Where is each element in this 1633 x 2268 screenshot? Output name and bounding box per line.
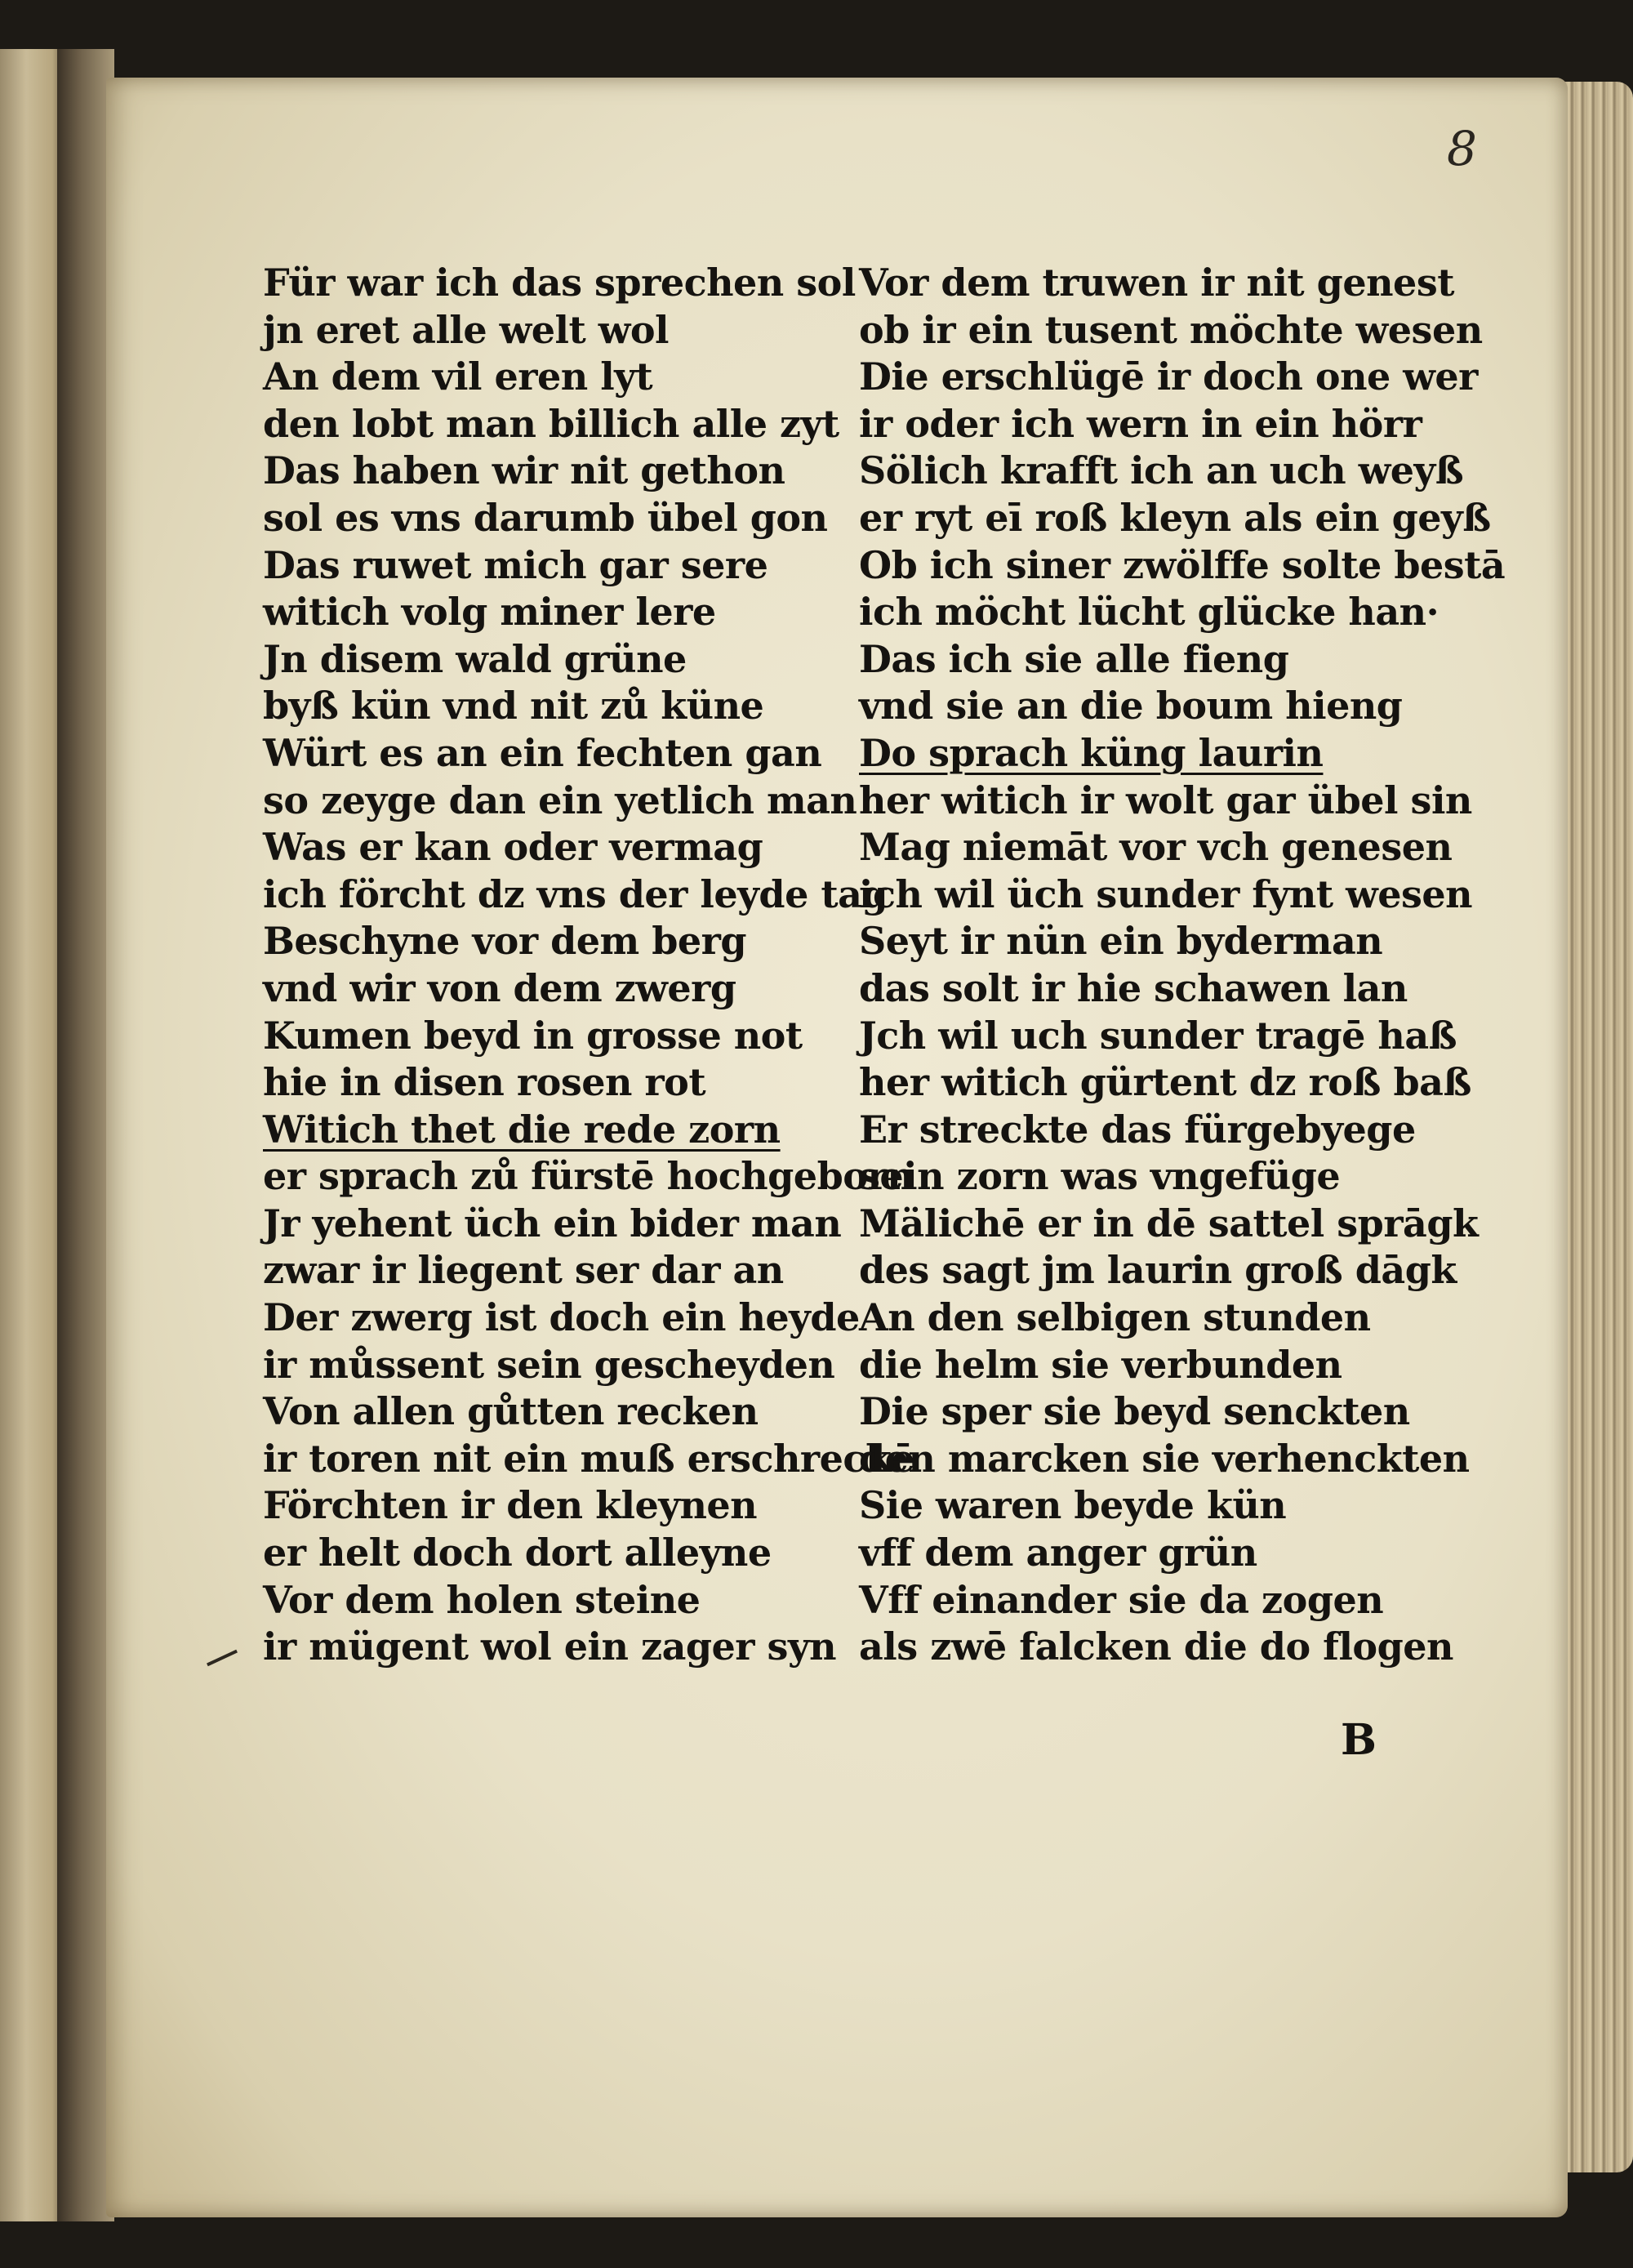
verse-line: Das ruwet mich gar sere bbox=[263, 542, 768, 587]
verse-line: An den selbigen stunden bbox=[859, 1295, 1371, 1340]
verse-line: Der zwerg ist doch ein heyde bbox=[263, 1295, 860, 1340]
verse-line: Jr yehent üch ein bider man bbox=[263, 1201, 842, 1245]
verse-line: als zwē falcken die do flogen bbox=[859, 1624, 1453, 1669]
verse-line: das solt ir hie schawen lan bbox=[859, 965, 1408, 1010]
verse-line: vnd wir von dem zwerg bbox=[263, 965, 736, 1010]
verse-line: Beschyne vor dem berg bbox=[263, 919, 747, 964]
verse-line: Würt es an ein fechten gan bbox=[263, 730, 822, 775]
verse-line: Er streckte das fürgebyege bbox=[859, 1107, 1416, 1152]
verse-line: den lobt man billich alle zyt bbox=[263, 401, 839, 446]
verse-line: Seyt ir nün ein byderman bbox=[859, 919, 1383, 964]
verse-line: ir můssent sein gescheyden bbox=[263, 1342, 835, 1387]
verse-line: Jch wil uch sunder tragē haß bbox=[859, 1013, 1457, 1058]
verse-line: ich wil üch sunder fynt wesen bbox=[859, 871, 1473, 916]
verse-line: er helt doch dort alleyne bbox=[263, 1531, 772, 1575]
verse-line: sein zorn was vngefüge bbox=[859, 1154, 1341, 1199]
verse-line-underlined: Do sprach küng laurin bbox=[859, 730, 1324, 775]
verse-line: vnd sie an die boum hieng bbox=[859, 684, 1403, 729]
verse-line: ob ir ein tusent möchte wesen bbox=[859, 307, 1483, 352]
verse-line: Förchten ir den kleynen bbox=[263, 1483, 758, 1528]
verse-line: Das haben wir nit gethon bbox=[263, 448, 785, 493]
verse-line: ich förcht dz vns der leyde tag bbox=[263, 871, 888, 916]
verse-line: zwar ir liegent ser dar an bbox=[263, 1248, 784, 1293]
verse-line: Von allen gůtten recken bbox=[263, 1389, 759, 1434]
verse-line: ir toren nit ein muß erschreckē bbox=[263, 1436, 915, 1481]
verse-line: des sagt jm laurin groß dāgk bbox=[859, 1248, 1457, 1293]
verse-line: jn eret alle welt wol bbox=[263, 307, 670, 352]
previous-page-edge bbox=[0, 49, 65, 2221]
verse-line: Mag niemāt vor vch genesen bbox=[859, 825, 1453, 870]
right-text-column bbox=[859, 260, 1506, 1671]
verse-line: Jn disem wald grüne bbox=[263, 636, 687, 681]
verse-line: Sölich krafft ich an uch weyß bbox=[859, 448, 1464, 493]
folio-number: 8 bbox=[1447, 121, 1477, 176]
verse-line: Die sper sie beyd senckten bbox=[859, 1389, 1410, 1434]
verse-line: die helm sie verbunden bbox=[859, 1342, 1342, 1387]
verse-line: er sprach zů fürstē hochgeborn bbox=[263, 1154, 914, 1199]
verse-line: Was er kan oder vermag bbox=[263, 825, 763, 870]
verse-line: Vor dem holen steine bbox=[263, 1577, 701, 1622]
verse-line: Vff einander sie da zogen bbox=[859, 1577, 1384, 1622]
verse-line: Kumen beyd in grosse not bbox=[263, 1013, 803, 1058]
verse-line: ir mügent wol ein zager syn bbox=[263, 1624, 837, 1669]
left-text-column bbox=[263, 260, 915, 1671]
verse-line: er ryt eī roß kleyn als ein geyß bbox=[859, 495, 1491, 540]
verse-line: ir oder ich wern in ein hörr bbox=[859, 401, 1422, 446]
verse-line: her witich ir wolt gar übel sin bbox=[859, 778, 1472, 822]
verse-line: hie in disen rosen rot bbox=[263, 1060, 706, 1105]
verse-line: witich volg miner lere bbox=[263, 590, 716, 635]
verse-line: her witich gürtent dz roß baß bbox=[859, 1060, 1471, 1105]
verse-line: so zeyge dan ein yetlich man bbox=[263, 778, 857, 822]
verse-line: An dem vil eren lyt bbox=[263, 354, 653, 399]
verse-line: ich möcht lücht glücke han· bbox=[859, 590, 1439, 635]
verse-line: Sie waren beyde kün bbox=[859, 1483, 1287, 1528]
verse-line: Die erschlügē ir doch one wer bbox=[859, 354, 1478, 399]
signature-mark: B bbox=[1341, 1715, 1377, 1765]
verse-line: vff dem anger grün bbox=[859, 1531, 1257, 1575]
verse-line: byß kün vnd nit zů küne bbox=[263, 684, 764, 729]
verse-line: Ob ich siner zwölffe solte bestā bbox=[859, 542, 1506, 587]
verse-line: Das ich sie alle fieng bbox=[859, 636, 1289, 681]
verse-line: den marcken sie verhenckten bbox=[859, 1436, 1470, 1481]
verse-line: Für war ich das sprechen sol bbox=[263, 261, 856, 305]
verse-line: Vor dem truwen ir nit genest bbox=[859, 261, 1454, 305]
verse-line-underlined: Witich thet die rede zorn bbox=[263, 1107, 781, 1152]
verse-line: Mälichē er in dē sattel sprāgk bbox=[859, 1201, 1479, 1245]
verse-line: sol es vns darumb übel gon bbox=[263, 495, 828, 540]
